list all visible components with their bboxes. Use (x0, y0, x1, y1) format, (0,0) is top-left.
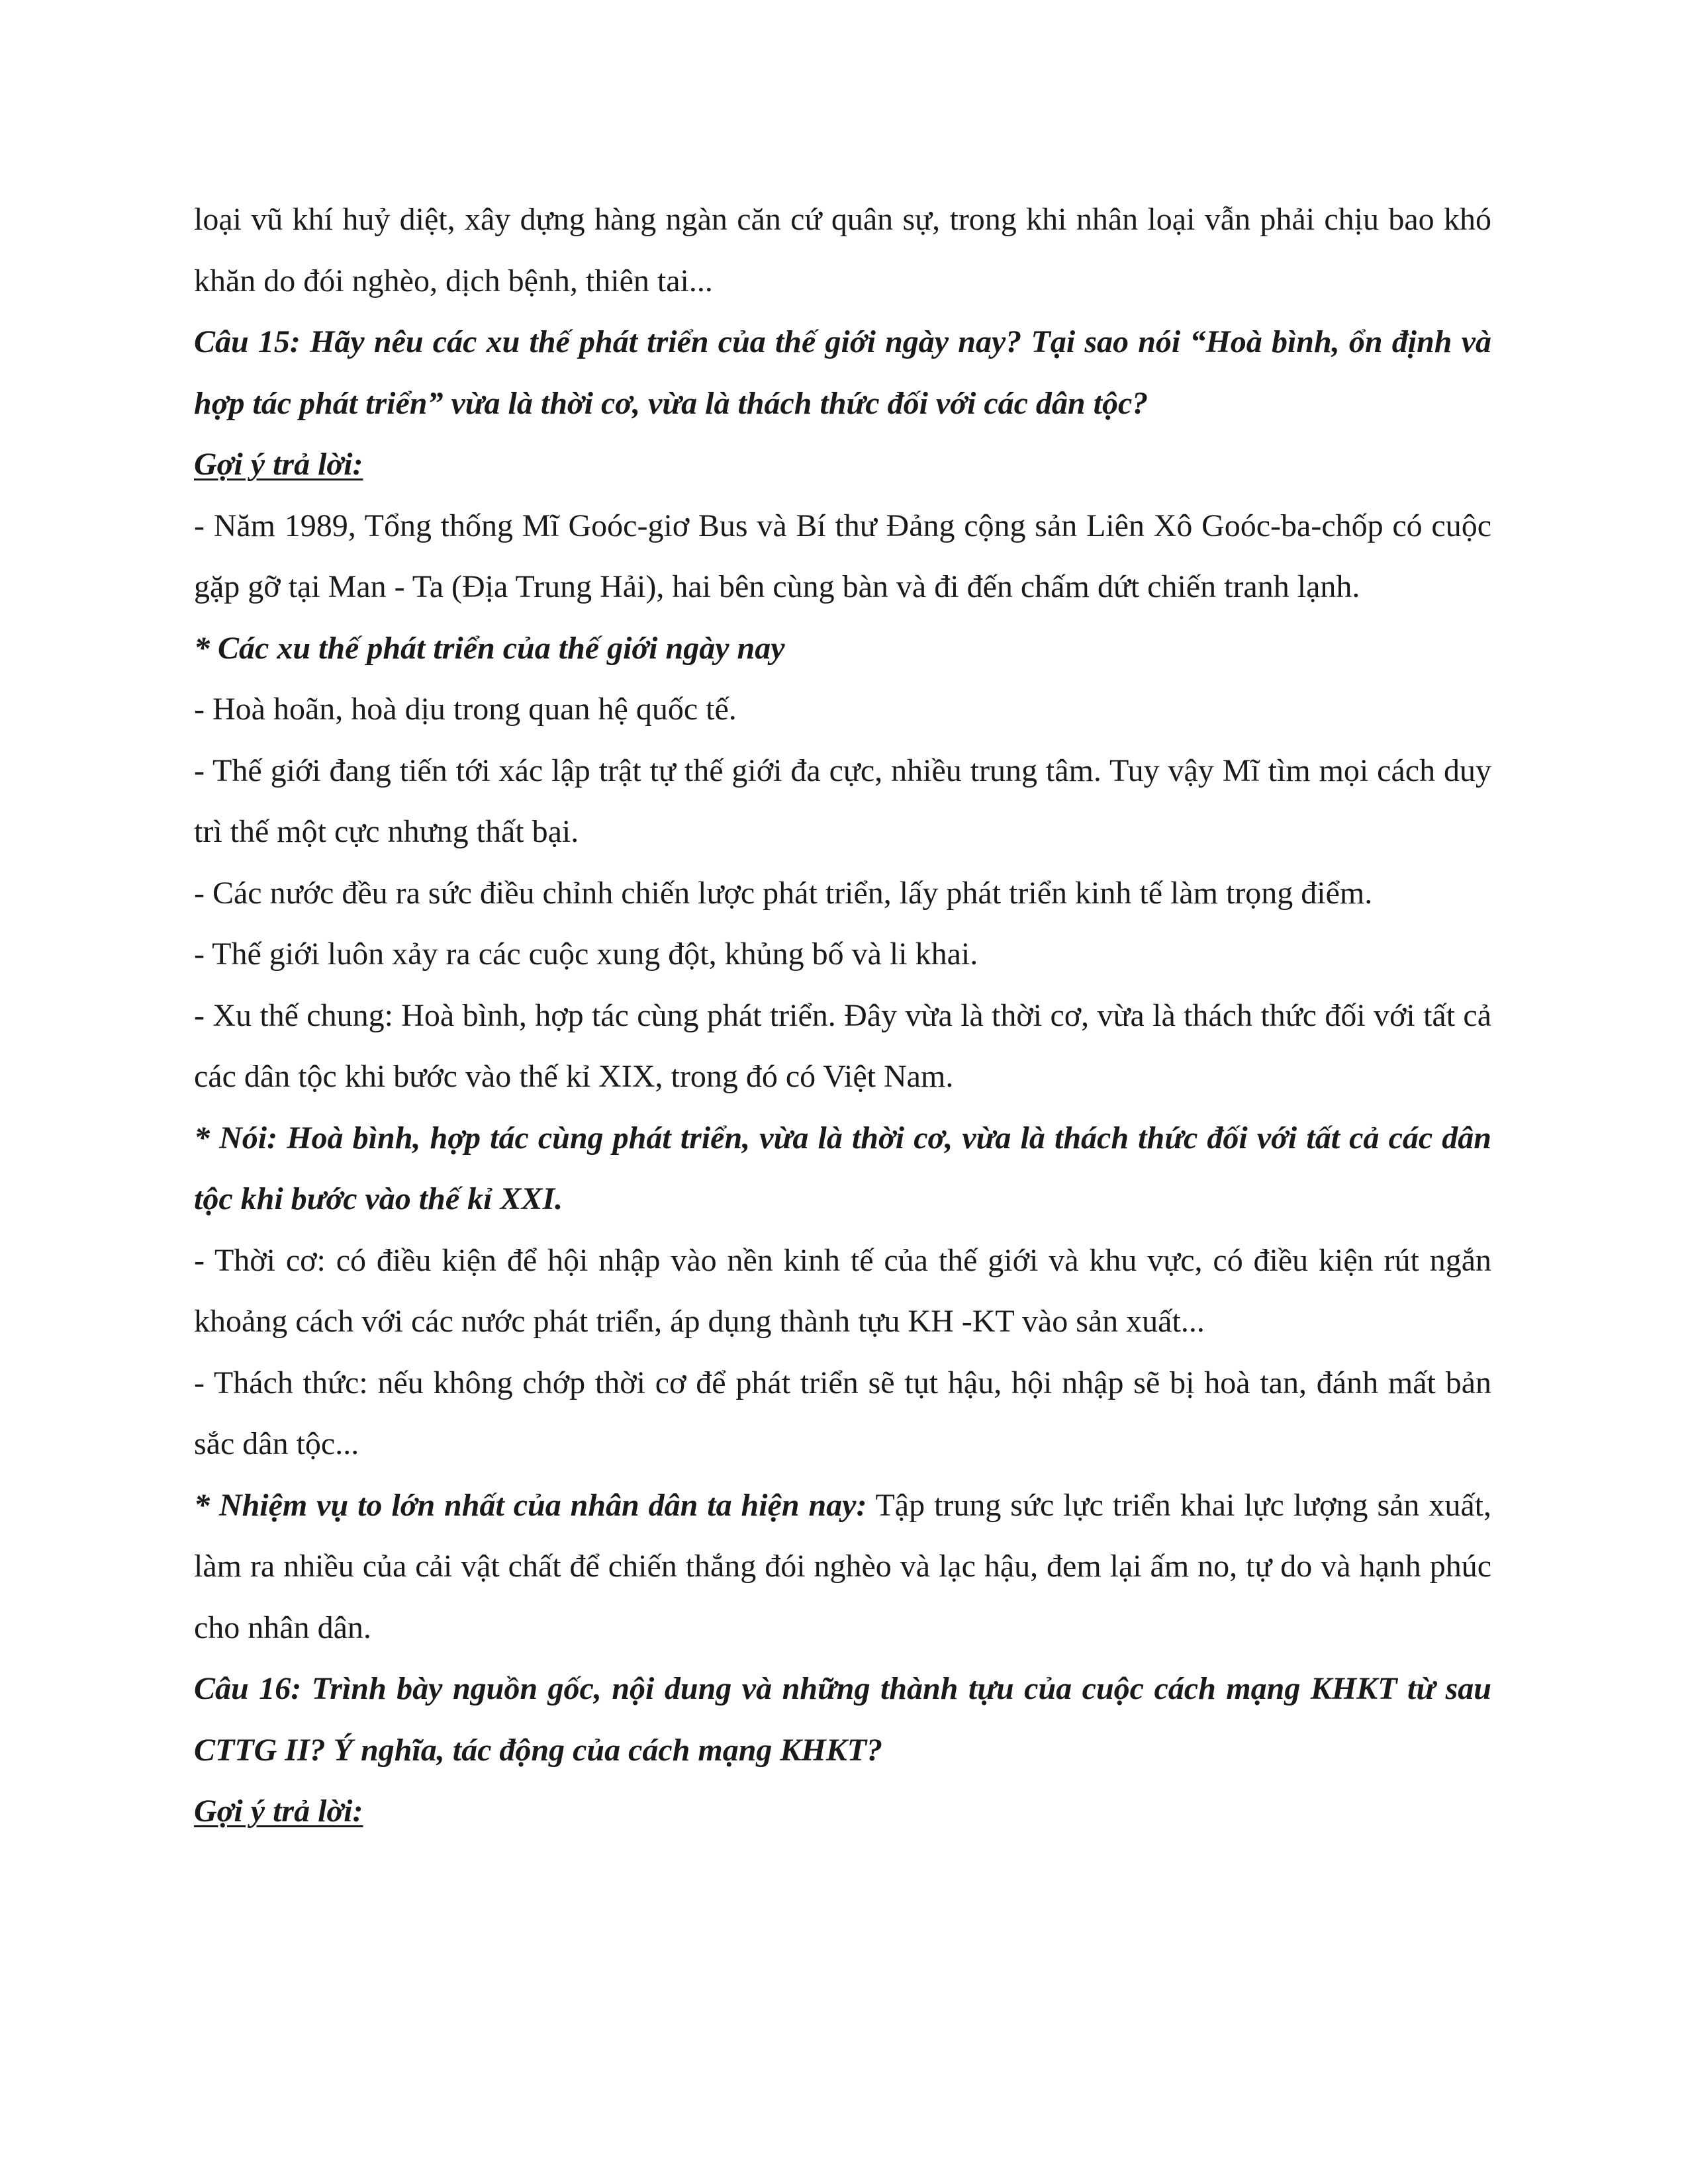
answer-hint-15 (194, 434, 1491, 496)
trend-item: - Thế giới luôn xảy ra các cuộc xung đột, khủng bố và li khai. (194, 936, 978, 972)
heading-world-trends: * Các xu thế phát triển của thế giới ngày nay (194, 630, 785, 666)
national-task-text: Tập trung sức lực triển khai lực lượng sản xuất, làm ra nhiều của cải vật chất để chiến thắng đói nghèo và lạc hậu, đem lại ấm no, tự do và hạnh phúc cho nhân dân. (194, 1487, 1491, 1645)
challenge-item: - Thách thức: nếu không chớp thời cơ để phát triển sẽ tụt hậu, hội nhập sẽ bị hoà tan, đánh mất bản sắc dân tộc... (194, 1365, 1491, 1461)
question-15: Câu 15: Hãy nêu các xu thế phát triển của thế giới ngày nay? Tại sao nói “Hoà bình, ổn định và hợp tác phát triển” vừa là thời cơ, vừa là thách thức đối với các dân tộc? (194, 324, 1491, 421)
paragraph-national-task (194, 1475, 1491, 1659)
paragraph-intro: loại vũ khí huỷ diệt, xây dựng hàng ngàn căn cứ quân sự, trong khi nhân loại vẫn phải chịu bao khó khăn do đói nghèo, dịch bệnh, thiên tai... (194, 202, 1491, 298)
paragraph-1989: - Năm 1989, Tổng thống Mĩ Goóc-giơ Bus và Bí thư Đảng cộng sản Liên Xô Goóc-ba-chốp có cuộc gặp gỡ tại Man - Ta (Địa Trung Hải), hai bên cùng bàn và đi đến chấm dứt chiến tranh lạnh. (194, 508, 1491, 604)
answer-hint-16 (194, 1781, 1491, 1843)
national-task-lead: * Nhiệm vụ to lớn nhất của nhân dân ta hiện nay: (194, 1487, 867, 1523)
trend-item: - Xu thế chung: Hoà bình, hợp tác cùng phát triển. Đây vừa là thời cơ, vừa là thách thức đối với tất cả các dân tộc khi bước vào thế kỉ XIX, trong đó có Việt Nam. (194, 997, 1491, 1094)
answer-hint-label: Gợi ý trả lời: (194, 447, 363, 482)
question-16: Câu 16: Trình bày nguồn gốc, nội dung và những thành tựu của cuộc cách mạng KHKT từ sau CTTG II? Ý nghĩa, tác động của cách mạng KHKT? (194, 1671, 1491, 1768)
trend-item: - Hoà hoãn, hoà dịu trong quan hệ quốc tế. (194, 692, 737, 727)
answer-hint-label: Gợi ý trả lời: (194, 1794, 363, 1829)
heading-peace-opportunity: * Nói: Hoà bình, hợp tác cùng phát triển, vừa là thời cơ, vừa là thách thức đối với tất cả các dân tộc khi bước vào thế kỉ XXI. (194, 1120, 1491, 1216)
trend-item: - Thế giới đang tiến tới xác lập trật tự thế giới đa cực, nhiều trung tâm. Tuy vậy Mĩ tìm mọi cách duy trì thế một cực nhưng thất bại. (194, 752, 1491, 849)
document-body (194, 189, 1491, 1843)
trend-item: - Các nước đều ra sức điều chỉnh chiến lược phát triển, lấy phát triển kinh tế làm trọng điểm. (194, 875, 1373, 911)
opportunity-item: - Thời cơ: có điều kiện để hội nhập vào nền kinh tế của thế giới và khu vực, có điều kiện rút ngắn khoảng cách với các nước phát triển, áp dụng thành tựu KH -KT vào sản xuất... (194, 1242, 1491, 1339)
